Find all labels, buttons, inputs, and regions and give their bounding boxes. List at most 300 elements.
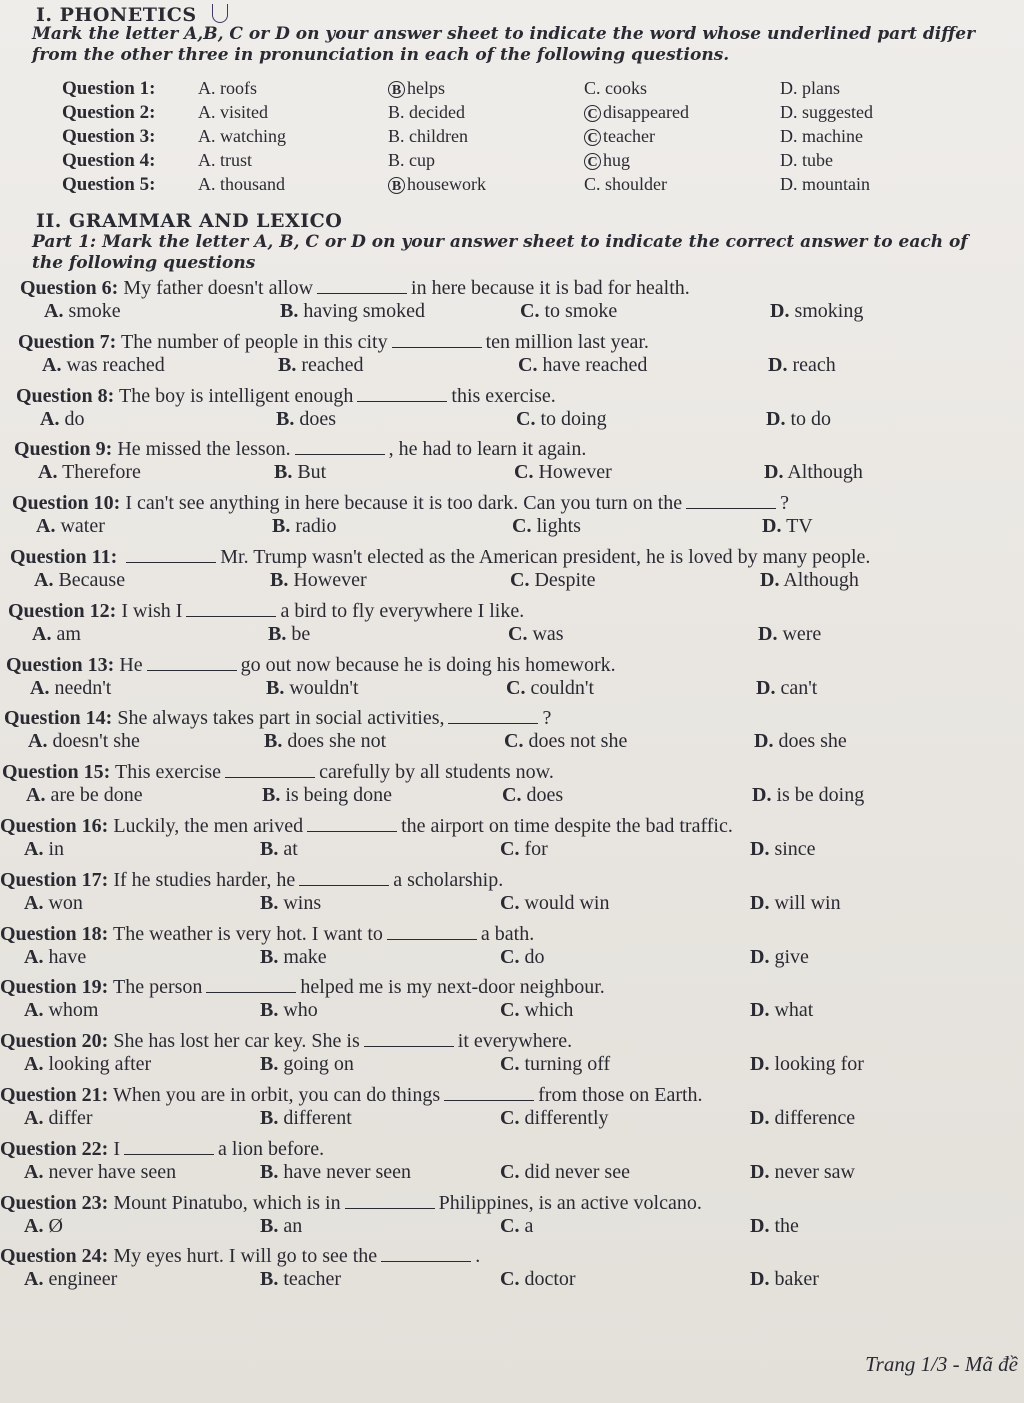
answer-options xyxy=(20,300,1000,324)
option-letter: D. xyxy=(764,461,784,484)
option-text: smoke xyxy=(68,300,121,322)
option-letter: A. xyxy=(30,676,50,699)
phonetics-question-2: Question 2: A. visited B. decided C disappeared D. suggested xyxy=(62,102,873,123)
option-d: D. plans xyxy=(780,78,840,98)
option-d: D. tube xyxy=(780,150,833,170)
option-letter: C. xyxy=(508,622,528,645)
option-d: D. suggested xyxy=(780,102,873,122)
stem-before-blank: My eyes hurt. I will go to see the xyxy=(113,1245,378,1268)
stem-before-blank: I wish I xyxy=(121,599,183,622)
option-d xyxy=(750,892,841,915)
question-stem xyxy=(4,706,984,730)
stem-after-blank: from those on Earth. xyxy=(538,1084,703,1106)
option-text: what xyxy=(774,999,814,1022)
answer-options xyxy=(18,354,998,378)
phonetics-question-1 xyxy=(62,78,942,102)
option-b xyxy=(270,569,367,592)
option-text: Despite xyxy=(534,569,596,591)
option-text: Ø xyxy=(48,1214,63,1237)
option-letter: B. xyxy=(260,999,279,1022)
option-text: turning off xyxy=(524,1053,611,1076)
phonetics-instruction: Mark the letter A,B, C or D on your answer sheet to indicate the word whose underlined part differ from the other three in pronunciation in each of the following questions. xyxy=(32,24,976,65)
option-a: A. watching xyxy=(198,126,286,146)
option-a xyxy=(24,1161,176,1184)
option-b: B. decided xyxy=(388,102,465,122)
phonetics-heading: I. PHONETICS xyxy=(36,4,197,26)
stem-after-blank: a bath. xyxy=(480,922,535,945)
stem-after-blank: , he had to learn it again. xyxy=(388,438,587,461)
question-stem xyxy=(16,384,996,408)
option-letter: B. xyxy=(260,945,279,968)
option-letter: B. xyxy=(262,784,281,807)
option-d xyxy=(766,408,831,431)
option-d xyxy=(754,730,847,753)
answer-options xyxy=(12,515,992,539)
option-b xyxy=(260,1268,341,1291)
option-text: doesn't she xyxy=(52,730,140,753)
option-text: give xyxy=(774,945,809,968)
answer-options xyxy=(0,838,980,862)
stem-before-blank: My father doesn't allow xyxy=(123,277,314,299)
answer-options xyxy=(8,623,988,647)
question-number: Question 10: xyxy=(12,492,121,515)
option-text: to smoke xyxy=(544,300,618,322)
option-letter: D. xyxy=(754,730,774,753)
option-c xyxy=(500,892,609,915)
option-text: are be done xyxy=(50,784,143,807)
option-c: C hug xyxy=(584,150,630,171)
option-c xyxy=(500,1268,576,1291)
option-letter: C. xyxy=(516,407,536,430)
answer-blank xyxy=(186,600,276,617)
question-number: Question 13: xyxy=(6,653,115,676)
option-b xyxy=(260,999,318,1022)
option-a xyxy=(30,677,111,700)
option-letter: D. xyxy=(750,891,770,914)
question-number: Question 8: xyxy=(16,384,115,407)
option-letter: D. xyxy=(758,622,778,645)
option-d xyxy=(770,300,863,323)
option-a xyxy=(24,946,86,969)
grammar-question xyxy=(6,653,986,701)
option-c xyxy=(500,946,544,969)
answer-options xyxy=(0,892,980,916)
grammar-question xyxy=(0,922,980,970)
stem-before-blank: She always takes part in social activities, xyxy=(117,707,445,730)
answer-blank xyxy=(147,654,237,671)
option-letter: C. xyxy=(506,676,526,699)
option-a xyxy=(24,892,83,915)
option-letter: D. xyxy=(768,353,788,376)
option-a xyxy=(40,408,84,431)
option-b xyxy=(266,677,359,700)
option-c xyxy=(512,515,581,538)
answer-blank xyxy=(392,331,482,348)
question-stem xyxy=(6,653,986,677)
option-c xyxy=(500,1215,533,1238)
option-text: can't xyxy=(780,676,818,699)
option-text: which xyxy=(524,999,574,1022)
option-text: have never seen xyxy=(283,1160,412,1183)
stem-after-blank: a scholarship. xyxy=(393,868,504,891)
option-a xyxy=(32,623,81,646)
option-text: to doing xyxy=(540,407,607,430)
option-b xyxy=(274,461,326,484)
option-letter: C. xyxy=(500,945,520,968)
question-stem xyxy=(0,1244,980,1268)
answer-options xyxy=(0,1268,980,1292)
answer-options xyxy=(10,569,990,593)
question-stem xyxy=(0,814,980,838)
option-letter: B. xyxy=(260,1053,279,1076)
stem-before-blank: I xyxy=(113,1137,121,1160)
option-text: do xyxy=(64,407,85,430)
question-label: Question 1: xyxy=(62,78,156,99)
option-text: is being done xyxy=(285,784,392,807)
option-c: C. shoulder xyxy=(584,174,667,194)
grammar-question xyxy=(0,1137,980,1185)
option-letter: B. xyxy=(266,676,285,699)
option-letter: C. xyxy=(500,999,520,1022)
answer-options xyxy=(16,408,996,432)
answer-options xyxy=(4,730,984,754)
option-letter: C. xyxy=(500,1160,520,1183)
option-d xyxy=(750,1215,799,1238)
question-stem xyxy=(0,1137,980,1161)
option-b xyxy=(264,730,386,753)
option-letter: A. xyxy=(34,569,54,591)
stem-after-blank: helped me is my next-door neighbour. xyxy=(300,976,605,999)
grammar-question xyxy=(16,384,996,432)
grammar-question xyxy=(0,1083,980,1131)
question-number: Question 14: xyxy=(4,707,113,730)
option-letter: D. xyxy=(756,676,776,699)
answer-blank xyxy=(444,1084,534,1101)
option-d xyxy=(750,1268,819,1291)
option-d xyxy=(768,354,836,377)
stem-after-blank: ? xyxy=(780,492,790,515)
grammar-question xyxy=(18,330,998,378)
option-letter: A. xyxy=(32,622,52,645)
option-b: B. children xyxy=(388,126,468,146)
phonetics-question-3: Question 3: A. watching B. children C teacher D. machine xyxy=(62,126,863,147)
option-text: was reached xyxy=(66,353,165,376)
option-text: do xyxy=(524,945,545,968)
stem-before-blank: The weather is very hot. I want to xyxy=(112,922,383,945)
option-c xyxy=(504,730,627,753)
option-text: will win xyxy=(774,891,841,914)
stem-after-blank: the airport on time despite the bad traffic. xyxy=(401,815,733,837)
option-letter: C. xyxy=(500,891,520,914)
stem-before-blank: If he studies harder, he xyxy=(113,868,296,891)
option-d xyxy=(750,838,816,861)
option-text: the xyxy=(774,1214,799,1237)
grammar-instruction: Part 1: Mark the letter A, B, C or D on your answer sheet to indicate the correct answer to each of the following questions xyxy=(32,232,968,273)
option-text: reached xyxy=(301,353,364,376)
question-stem xyxy=(14,437,994,461)
option-b xyxy=(260,1161,411,1184)
stem-before-blank: When you are in orbit, you can do things xyxy=(112,1084,441,1106)
option-b xyxy=(276,408,336,431)
option-letter: C. xyxy=(500,1214,520,1237)
option-letter: C. xyxy=(512,515,532,538)
option-text: would win xyxy=(524,891,610,914)
question-stem xyxy=(0,922,980,946)
option-letter: D. xyxy=(750,838,770,860)
question-stem xyxy=(18,330,998,354)
option-letter: C. xyxy=(504,730,524,753)
option-d xyxy=(758,623,821,646)
option-text: have xyxy=(48,945,87,968)
stem-before-blank: Mount Pinatubo, which is in xyxy=(113,1191,341,1214)
option-a xyxy=(24,999,98,1022)
option-c xyxy=(500,838,548,861)
option-letter: B. xyxy=(276,407,295,430)
stem-after-blank: a lion before. xyxy=(218,1137,325,1160)
question-number: Question 6: xyxy=(20,277,119,299)
stem-before-blank: The boy is intelligent enough xyxy=(118,384,354,407)
question-number: Question 18: xyxy=(0,922,109,945)
phonetics-question-5: Question 5: A. thousand B housework C. shoulder D. mountain xyxy=(62,174,870,195)
grammar-question xyxy=(0,1244,980,1292)
option-text: baker xyxy=(774,1268,819,1291)
answer-options xyxy=(0,946,980,970)
grammar-question xyxy=(4,706,984,754)
option-text: be xyxy=(291,622,311,645)
option-letter: B. xyxy=(260,1160,279,1183)
answer-options xyxy=(6,677,986,701)
option-d xyxy=(756,677,817,700)
option-a xyxy=(28,730,140,753)
option-letter: D. xyxy=(760,569,780,591)
circled-answer-mark: C xyxy=(584,105,601,122)
option-d xyxy=(752,784,864,807)
option-text: does not she xyxy=(528,730,628,753)
option-text: am xyxy=(56,622,81,645)
answer-options xyxy=(0,1053,980,1077)
option-letter: B. xyxy=(270,569,289,591)
option-b xyxy=(262,784,392,807)
option-a xyxy=(34,569,125,592)
option-letter: B. xyxy=(260,891,279,914)
question-stem xyxy=(8,599,988,623)
question-number: Question 11: xyxy=(10,546,118,568)
option-text: looking for xyxy=(774,1053,864,1076)
option-a xyxy=(24,838,64,861)
grammar-question xyxy=(8,599,988,647)
question-number: Question 22: xyxy=(0,1137,109,1160)
answer-options xyxy=(0,1161,980,1185)
option-text: have reached xyxy=(542,353,648,376)
option-letter: D. xyxy=(750,1160,770,1183)
grammar-question xyxy=(2,760,982,808)
option-letter: D. xyxy=(750,1107,770,1129)
option-a xyxy=(42,354,165,377)
option-text: water xyxy=(60,515,105,538)
answer-blank xyxy=(364,1030,454,1047)
option-b xyxy=(260,1053,354,1076)
option-text: since xyxy=(774,838,816,860)
option-d xyxy=(750,1161,855,1184)
option-letter: A. xyxy=(24,999,44,1022)
option-letter: C. xyxy=(514,461,534,484)
option-a xyxy=(24,1268,117,1291)
option-text: a xyxy=(524,1214,534,1237)
option-a: A. roofs xyxy=(198,78,257,98)
option-d xyxy=(764,461,863,484)
option-text: Therefore xyxy=(62,461,141,484)
option-d: D. mountain xyxy=(780,174,870,194)
option-d xyxy=(750,1053,864,1076)
option-text: Because xyxy=(58,569,126,591)
answer-blank xyxy=(295,438,385,455)
option-letter: B. xyxy=(260,1107,279,1129)
grammar-question xyxy=(0,1029,980,1077)
option-c xyxy=(508,623,564,646)
question-stem xyxy=(0,1083,980,1107)
option-d xyxy=(762,515,813,538)
option-text: TV xyxy=(786,515,813,538)
question-number: Question 15: xyxy=(2,761,111,784)
question-number: Question 19: xyxy=(0,976,109,999)
option-text: doctor xyxy=(524,1268,576,1291)
answer-blank xyxy=(225,761,315,778)
option-text: wins xyxy=(283,891,322,914)
answer-options xyxy=(14,461,994,485)
answer-blank xyxy=(686,492,776,509)
page-footer: Trang 1/3 - Mã đề xyxy=(865,1352,1018,1376)
option-text: in xyxy=(48,838,65,860)
circled-answer-mark: C xyxy=(584,129,601,146)
option-letter: A. xyxy=(36,515,56,538)
answer-blank xyxy=(124,1138,214,1155)
stem-before-blank: He missed the lesson. xyxy=(117,438,291,461)
option-text: going on xyxy=(283,1053,354,1076)
option-text: looking after xyxy=(48,1053,152,1076)
option-c xyxy=(516,408,607,431)
option-c: C. cooks xyxy=(584,78,647,98)
answer-blank xyxy=(357,385,447,402)
option-text: Although xyxy=(787,461,863,484)
option-c xyxy=(514,461,612,484)
option-b: B helps xyxy=(388,78,445,99)
option-text: at xyxy=(283,838,298,860)
option-letter: D. xyxy=(770,300,790,322)
question-number: Question 20: xyxy=(0,1030,109,1053)
option-b xyxy=(272,515,336,538)
question-stem xyxy=(20,276,1000,300)
option-text: differ xyxy=(48,1107,93,1129)
option-letter: D. xyxy=(762,515,782,538)
option-letter: A. xyxy=(24,1268,44,1291)
option-a xyxy=(36,515,105,538)
option-text: did never see xyxy=(524,1160,630,1183)
option-d: D. machine xyxy=(780,126,863,146)
option-letter: C. xyxy=(502,784,522,807)
option-letter: C. xyxy=(518,353,538,376)
option-a xyxy=(38,461,141,484)
option-text: won xyxy=(48,891,83,914)
option-b xyxy=(260,1107,352,1130)
option-b xyxy=(260,838,298,861)
stem-before-blank: I can't see anything in here because it is too dark. Can you turn on the xyxy=(125,492,683,515)
option-letter: A. xyxy=(42,353,62,376)
option-letter: D. xyxy=(750,1214,770,1237)
answer-blank xyxy=(307,815,397,832)
option-letter: B. xyxy=(272,515,291,538)
grammar-question xyxy=(0,814,980,862)
option-c xyxy=(510,569,596,592)
option-text: was xyxy=(532,622,564,645)
stem-before-blank: The person xyxy=(112,976,203,999)
question-stem xyxy=(12,491,992,515)
option-text: Although xyxy=(783,569,859,591)
option-letter: D. xyxy=(750,945,770,968)
question-stem xyxy=(0,975,980,999)
option-text: engineer xyxy=(48,1268,118,1291)
stem-before-blank: This exercise xyxy=(114,761,222,784)
option-d xyxy=(760,569,859,592)
stem-after-blank: ten million last year. xyxy=(485,330,649,353)
option-letter: D. xyxy=(752,784,772,807)
question-number: Question 9: xyxy=(14,438,113,461)
question-stem xyxy=(10,545,990,569)
option-letter: B. xyxy=(278,353,297,376)
answer-options xyxy=(2,784,982,808)
stem-after-blank: . xyxy=(475,1245,481,1268)
option-text: radio xyxy=(295,515,337,538)
option-letter: A. xyxy=(24,1160,44,1183)
option-text: were xyxy=(782,622,822,645)
grammar-question xyxy=(12,491,992,539)
option-letter: C. xyxy=(500,1053,520,1076)
question-number: Question 21: xyxy=(0,1084,109,1106)
grammar-question xyxy=(0,868,980,916)
answer-options xyxy=(0,1215,980,1239)
option-text: whom xyxy=(48,999,99,1022)
option-letter: D. xyxy=(766,407,786,430)
grammar-question xyxy=(0,1191,980,1239)
option-text: for xyxy=(524,838,548,860)
option-b xyxy=(268,623,310,646)
option-letter: B. xyxy=(264,730,283,753)
option-a xyxy=(24,1107,93,1130)
question-stem xyxy=(2,760,982,784)
question-number: Question 7: xyxy=(18,330,117,353)
option-letter: A. xyxy=(44,300,64,322)
answer-blank xyxy=(345,1192,435,1209)
option-text: different xyxy=(283,1107,352,1129)
option-c xyxy=(500,1161,630,1184)
pen-mark xyxy=(212,4,228,23)
option-b xyxy=(260,892,321,915)
option-b: B. cup xyxy=(388,150,435,170)
option-text: an xyxy=(283,1214,303,1237)
answer-blank xyxy=(387,923,477,940)
option-letter: C. xyxy=(500,1107,520,1129)
stem-after-blank: it everywhere. xyxy=(457,1030,573,1053)
answer-blank xyxy=(126,546,216,563)
grammar-question xyxy=(14,437,994,485)
option-letter: A. xyxy=(40,407,60,430)
stem-before-blank: The number of people in this city xyxy=(120,330,388,353)
option-a: A. visited xyxy=(198,102,268,122)
option-text: does she not xyxy=(287,730,387,753)
stem-after-blank: this exercise. xyxy=(451,384,556,407)
option-d xyxy=(750,946,809,969)
option-letter: A. xyxy=(24,838,44,860)
option-c xyxy=(518,354,647,377)
